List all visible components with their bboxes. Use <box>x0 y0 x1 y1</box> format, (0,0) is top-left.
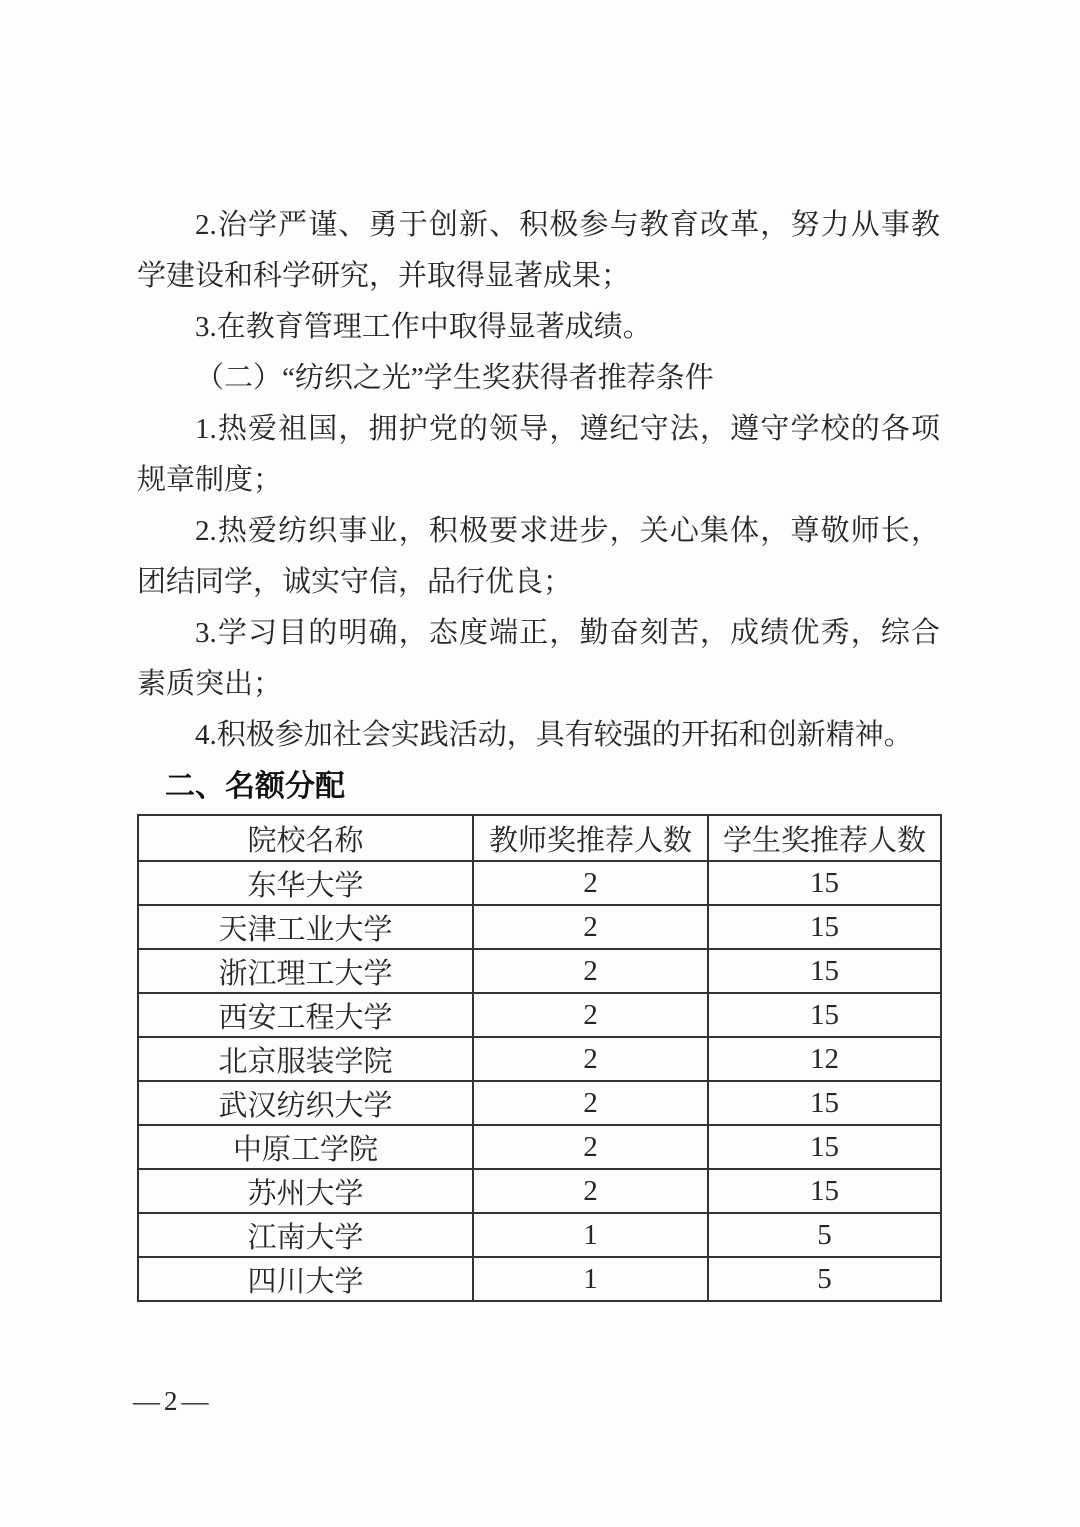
cell-school-name: 天津工业大学 <box>138 905 473 949</box>
body-paragraph: 1.热爱祖国，拥护党的领导，遵纪守法，遵守学校的各项规章制度； <box>137 413 940 496</box>
cell-teacher-quota: 2 <box>473 905 708 949</box>
cell-student-quota: 15 <box>708 993 941 1037</box>
table-row <box>138 949 941 993</box>
cell-teacher-quota: 2 <box>473 993 708 1037</box>
table-header-row <box>138 815 941 861</box>
cell-school-name: 苏州大学 <box>138 1169 473 1213</box>
cell-student-quota: 15 <box>708 861 941 905</box>
cell-school-name: 西安工程大学 <box>138 993 473 1037</box>
column-header-student-award-quota: 学生奖推荐人数 <box>708 815 941 861</box>
cell-student-quota: 12 <box>708 1037 941 1081</box>
cell-teacher-quota: 1 <box>473 1213 708 1257</box>
cell-teacher-quota: 2 <box>473 1169 708 1213</box>
cell-school-name: 江南大学 <box>138 1213 473 1257</box>
body-paragraph: 4.积极参加社会实践活动，具有较强的开拓和创新精神。 <box>195 719 913 751</box>
cell-teacher-quota: 2 <box>473 949 708 993</box>
cell-student-quota: 15 <box>708 1169 941 1213</box>
body-paragraph: 3.在教育管理工作中取得显著成绩。 <box>195 311 652 343</box>
table-row <box>138 1213 941 1257</box>
cell-school-name: 武汉纺织大学 <box>138 1081 473 1125</box>
column-header-teacher-award-quota: 教师奖推荐人数 <box>473 815 708 861</box>
cell-school-name: 北京服装学院 <box>138 1037 473 1081</box>
document-body <box>137 200 940 1302</box>
table-row <box>138 1037 941 1081</box>
cell-school-name: 四川大学 <box>138 1257 473 1301</box>
cell-school-name: 浙江理工大学 <box>138 949 473 993</box>
cell-student-quota: 5 <box>708 1257 941 1301</box>
cell-teacher-quota: 2 <box>473 1081 708 1125</box>
cell-student-quota: 15 <box>708 1125 941 1169</box>
table-row <box>138 1169 941 1213</box>
body-paragraph: 2.热爱纺织事业，积极要求进步，关心集体，尊敬师长，团结同学，诚实守信，品行优良； <box>137 515 940 598</box>
cell-teacher-quota: 2 <box>473 861 708 905</box>
cell-student-quota: 15 <box>708 1081 941 1125</box>
cell-student-quota: 15 <box>708 949 941 993</box>
page-number: —2— <box>133 1386 213 1416</box>
table-row <box>138 905 941 949</box>
table-row <box>138 993 941 1037</box>
section-heading: 二、名额分配 <box>165 770 345 803</box>
table-row <box>138 1125 941 1169</box>
cell-student-quota: 15 <box>708 905 941 949</box>
quota-allocation-table <box>137 814 942 1302</box>
cell-school-name: 东华大学 <box>138 861 473 905</box>
cell-school-name: 中原工学院 <box>138 1125 473 1169</box>
body-paragraph: 3.学习目的明确，态度端正，勤奋刻苦，成绩优秀，综合素质突出； <box>137 617 940 700</box>
table-row <box>138 1081 941 1125</box>
column-header-school-name: 院校名称 <box>138 815 473 861</box>
table-row <box>138 861 941 905</box>
table-row <box>138 1257 941 1301</box>
cell-teacher-quota: 2 <box>473 1125 708 1169</box>
body-paragraph: 2.治学严谨、勇于创新、积极参与教育改革，努力从事教学建设和科学研究，并取得显著成果； <box>137 209 940 292</box>
cell-student-quota: 5 <box>708 1213 941 1257</box>
cell-teacher-quota: 2 <box>473 1037 708 1081</box>
body-paragraph: （二）“纺织之光”学生奖获得者推荐条件 <box>195 362 714 394</box>
cell-teacher-quota: 1 <box>473 1257 708 1301</box>
